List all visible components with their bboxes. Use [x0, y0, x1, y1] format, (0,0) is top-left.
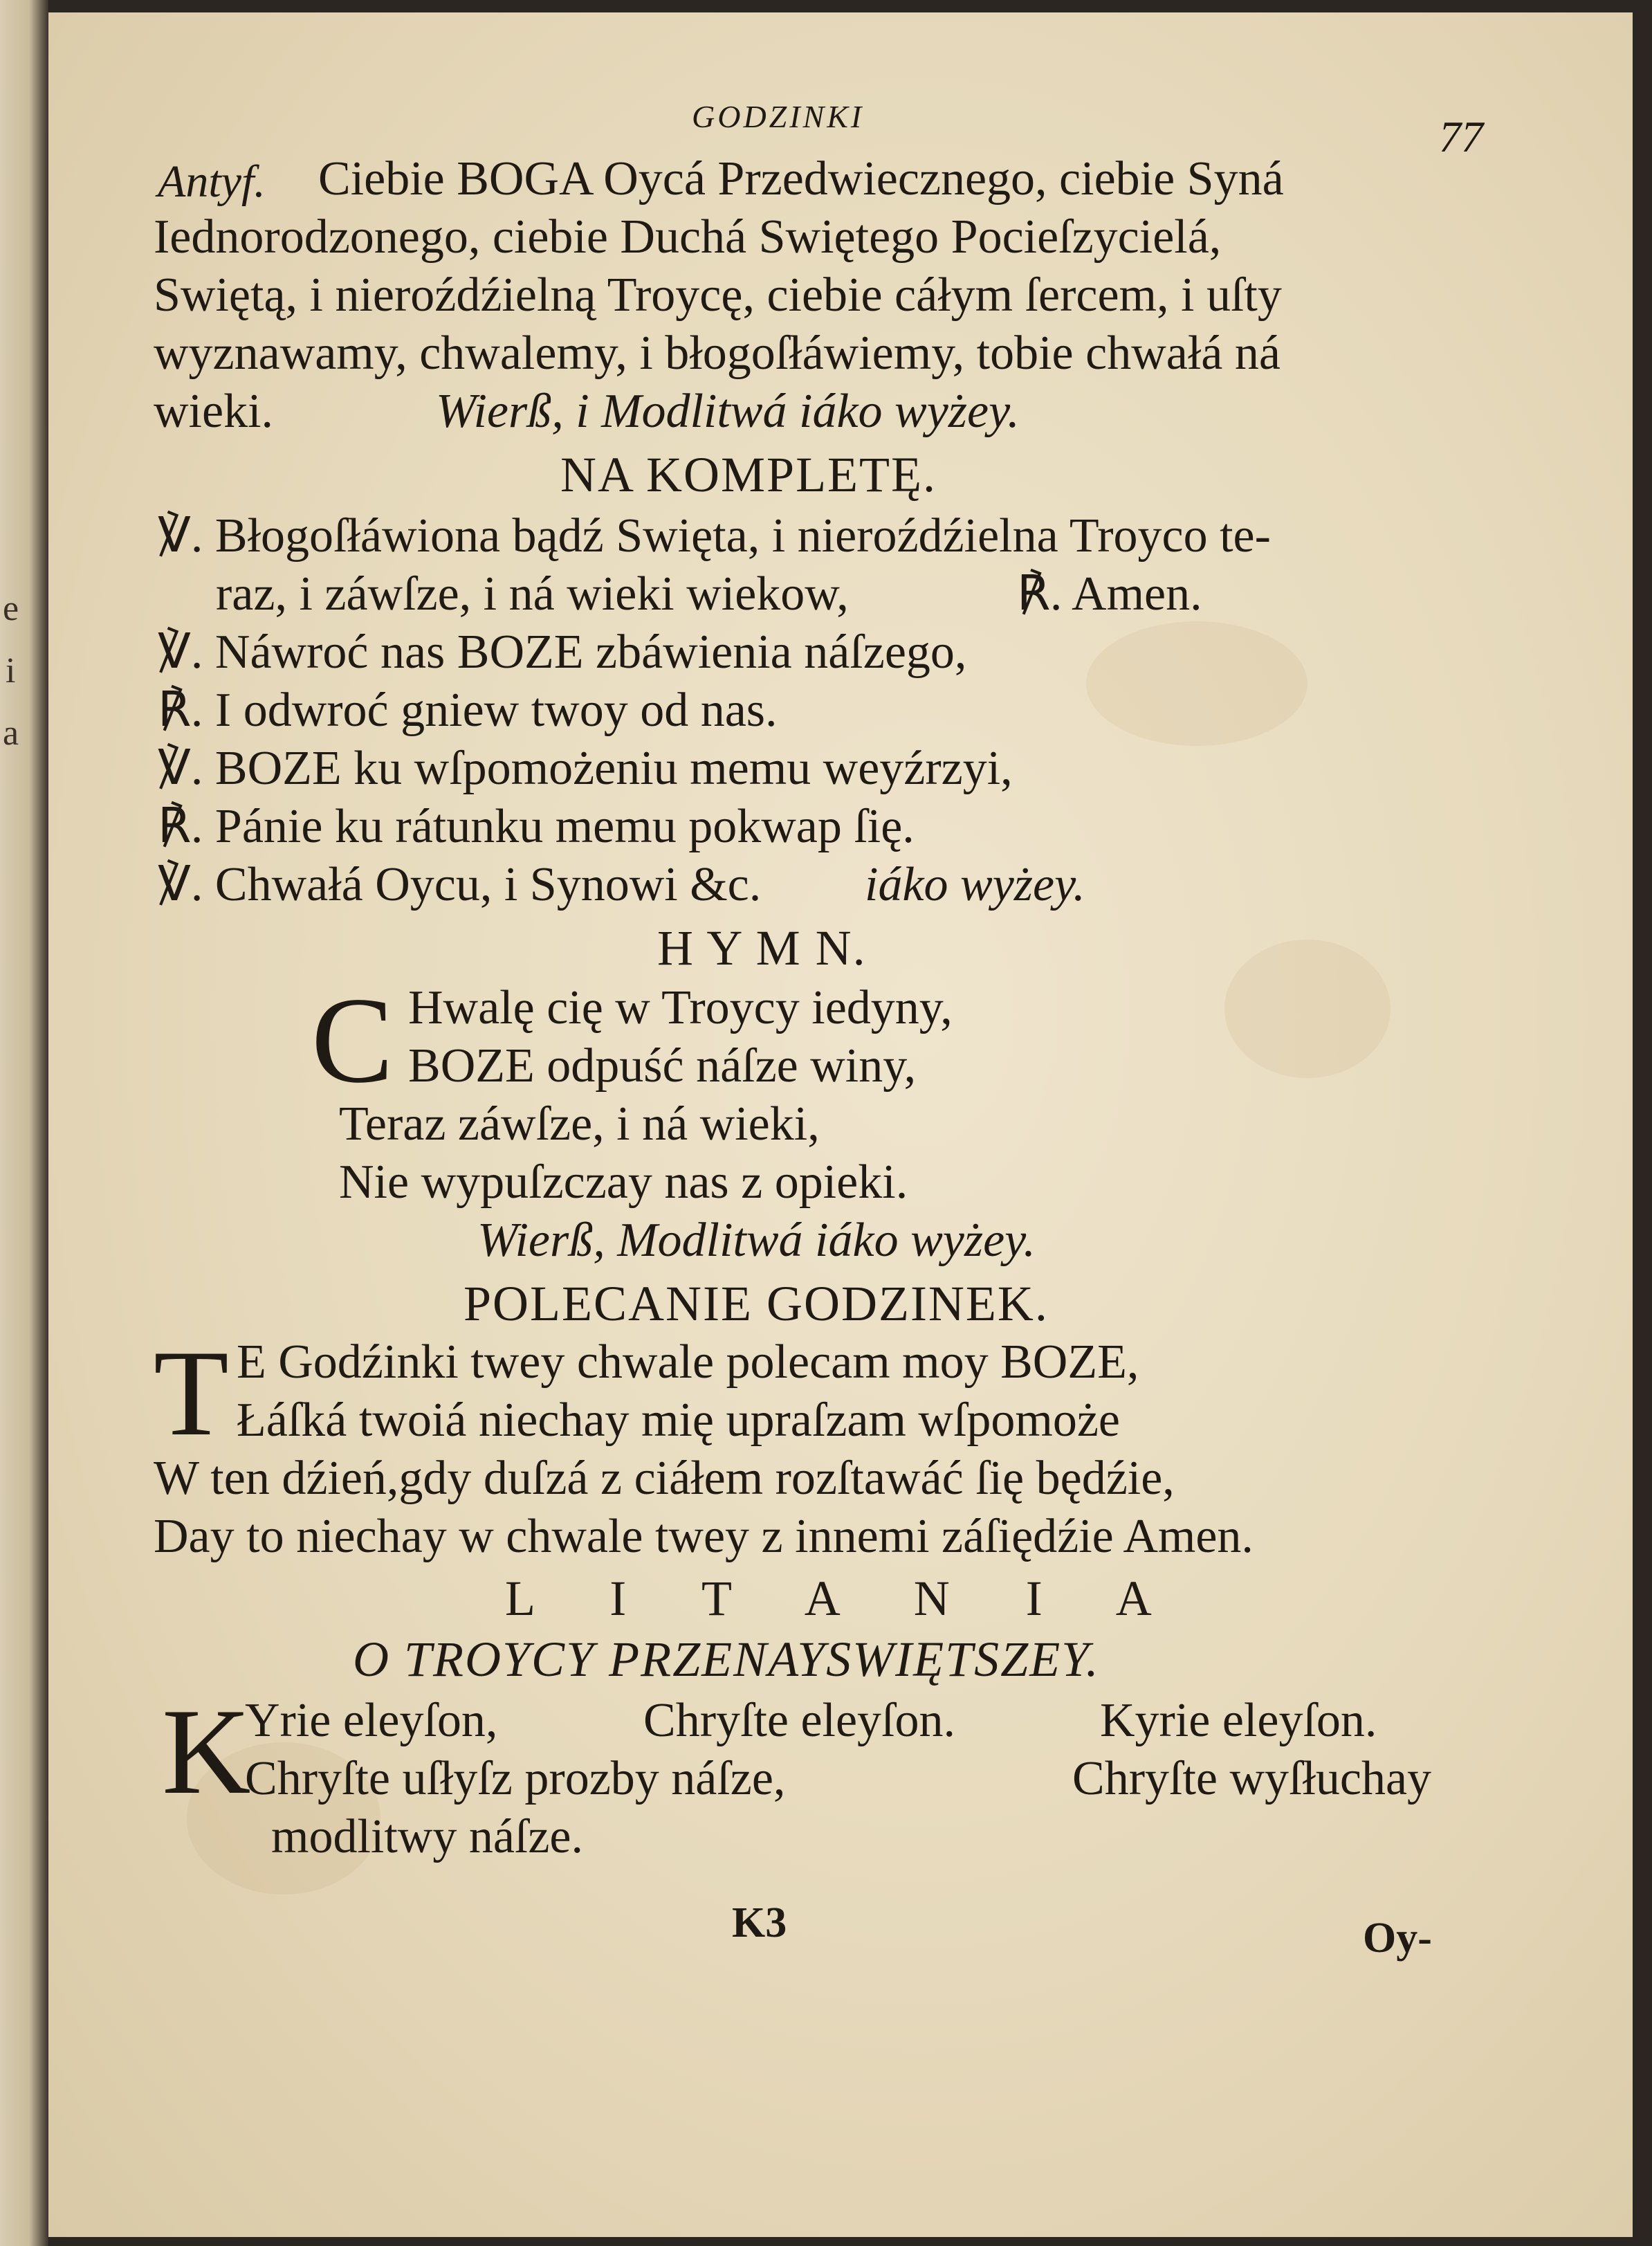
page-number: 77	[1439, 112, 1483, 161]
verse-line: Day to niechay w chwale twey z innemi záſiędźie Amen.	[154, 1510, 1254, 1563]
versicle-line: ℣. Náwroć nas BOZE zbáwienia náſzego,	[158, 626, 967, 679]
versicle-line: raz, i záwſze, i ná wieki wiekow,	[216, 567, 849, 621]
hymn-line: BOZE odpuść náſze winy,	[408, 1039, 917, 1093]
paper-stain	[1224, 940, 1391, 1078]
text-line: Iednorodzonego, ciebie Duchá Swiętego Pocieſzycielá,	[154, 210, 1222, 264]
response-amen: ℟. Amen.	[1017, 567, 1202, 621]
section-heading: H Y M N.	[657, 920, 867, 976]
versicle-line: ℣. BOZE ku wſpomożeniu memu weyźrzyi,	[158, 742, 1013, 795]
facing-page-fragment: i	[6, 651, 16, 691]
verse-line: W ten dźień,gdy duſzá z ciáłem rozſtawáć ſię będźie,	[154, 1452, 1175, 1505]
versicle-line: ℣. Błogoſłáwiona bądź Swięta, i nieroźdźielna Troyco te-	[158, 509, 1271, 563]
hymn-line: Nie wypuſzczay nas z opieki.	[339, 1156, 908, 1209]
book-spine	[0, 0, 48, 2246]
response-line: ℟. I odwroć gniew twoy od nas.	[158, 684, 778, 737]
drop-cap: T	[154, 1324, 229, 1461]
verse-line: E Godźinki twey chwale polecam moy BOZE,	[237, 1335, 1139, 1389]
litany-line: modlitwy náſze.	[271, 1810, 584, 1863]
versicle-line: ℣. Chwałá Oycu, i Synowi &c.	[158, 858, 762, 911]
hymn-line: Hwalę cię w Troycy iedyny,	[408, 981, 953, 1034]
antyf-label: Antyf.	[158, 156, 266, 207]
verse-line: Łáſká twoiá niechay mię upraſzam wſpomoże	[237, 1394, 1120, 1447]
rubric-line: iáko wyżey.	[865, 858, 1085, 911]
facing-page-fragment: e	[3, 589, 19, 628]
litany-line: Chryſte wyſłuchay	[1072, 1752, 1432, 1805]
rubric-line: Wierß, Modlitwá iáko wyżey.	[477, 1214, 1036, 1267]
litany-line: Chryſte uſłyſz prozby náſze,	[245, 1752, 786, 1805]
hymn-line: Teraz záwſze, i ná wieki,	[339, 1097, 820, 1151]
response-line: ℟. Pánie ku rátunku memu pokwap ſię.	[158, 800, 915, 853]
rubric-line: Wierß, i Modlitwá iáko wyżey.	[436, 385, 1020, 438]
drop-cap: C	[311, 971, 394, 1108]
facing-page-fragment: a	[3, 713, 19, 753]
text-line: wyznawamy, chwalemy, i błogoſłáwiemy, tobie chwałá ná	[154, 327, 1281, 380]
book-page	[48, 12, 1633, 2237]
catchword: Oy-	[1363, 1915, 1432, 1962]
text-line: wieki.	[154, 385, 274, 438]
section-subheading: O TROYCY PRZENAYSWIĘTSZEY.	[353, 1632, 1100, 1687]
section-heading: L I T A N I A	[505, 1571, 1184, 1626]
text-line: Ciebie BOGA Oycá Przedwiecznego, ciebie Syná	[318, 152, 1284, 206]
litany-line: Kyrie eleyſon.	[1100, 1694, 1377, 1747]
paper-stain	[1086, 621, 1307, 746]
signature-mark: K3	[732, 1899, 787, 1946]
litany-line: Chryſte eleyſon.	[643, 1694, 956, 1747]
running-title: GODZINKI	[692, 99, 865, 134]
section-heading: POLECANIE GODZINEK.	[464, 1276, 1049, 1331]
text-line: Swiętą, i nieroźdźielną Troycę, ciebie cáłym ſercem, i uſty	[154, 268, 1282, 322]
litany-line: Yrie eleyſon,	[245, 1694, 498, 1747]
drop-cap: K	[162, 1683, 251, 1820]
section-heading: NA KOMPLETĘ.	[560, 447, 937, 502]
